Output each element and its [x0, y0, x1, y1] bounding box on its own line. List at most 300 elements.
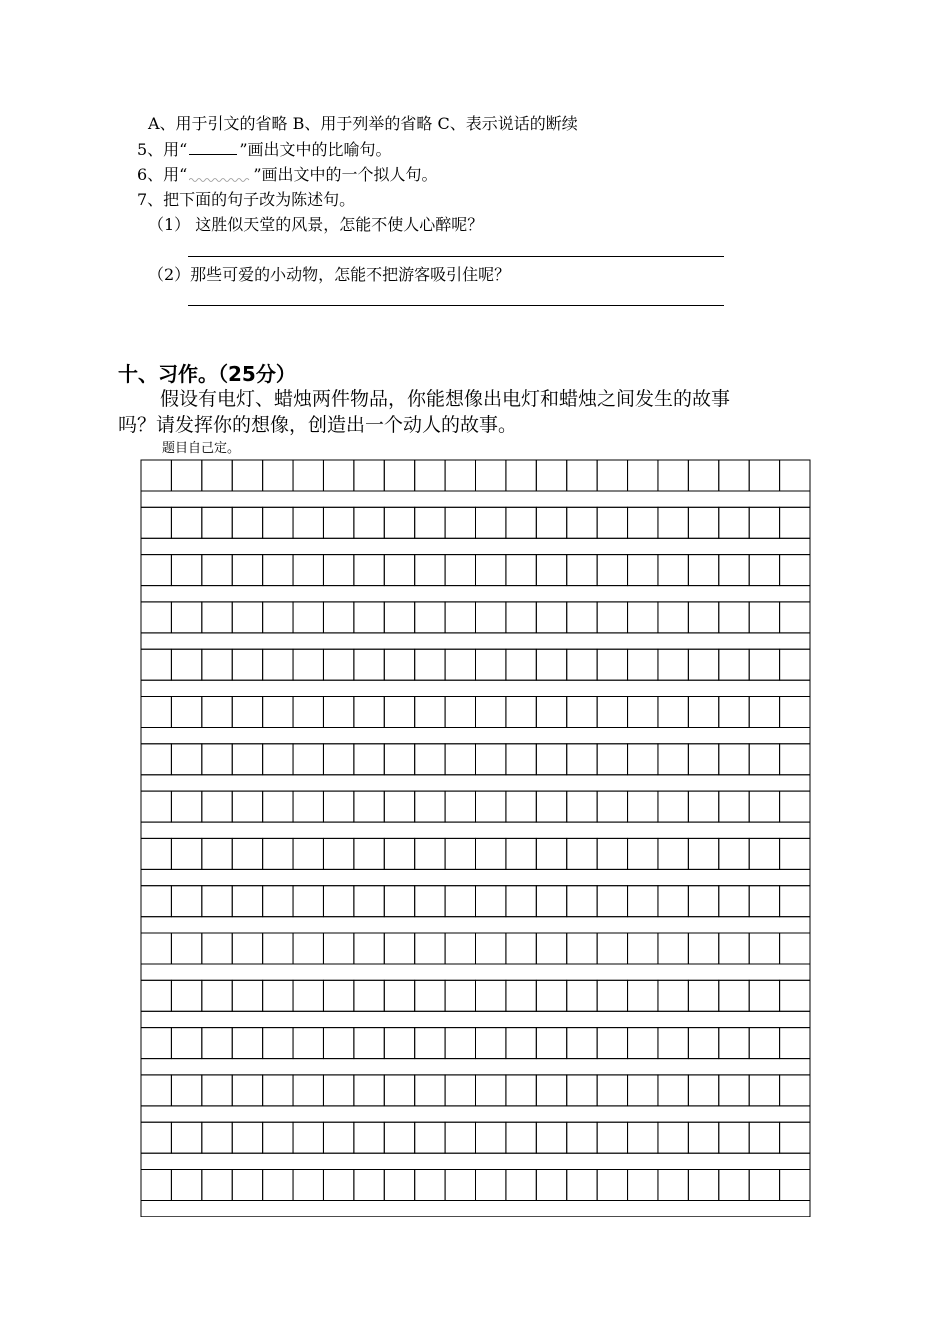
grid-cell[interactable] — [141, 697, 171, 728]
grid-cell[interactable] — [354, 649, 384, 680]
grid-cell[interactable] — [415, 1028, 445, 1059]
grid-cell[interactable] — [445, 507, 475, 538]
grid-cell[interactable] — [506, 744, 536, 775]
grid-cell[interactable] — [780, 933, 810, 964]
grid-row[interactable] — [141, 838, 810, 885]
grid-cell[interactable] — [384, 1122, 414, 1153]
grid-cell[interactable] — [749, 507, 779, 538]
grid-cell[interactable] — [141, 649, 171, 680]
composition-grid[interactable] — [140, 459, 811, 1217]
grid-cell[interactable] — [536, 507, 566, 538]
grid-cell[interactable] — [232, 791, 262, 822]
grid-cell[interactable] — [506, 555, 536, 586]
grid-cell[interactable] — [749, 649, 779, 680]
grid-cell[interactable] — [506, 933, 536, 964]
grid-cell[interactable] — [476, 838, 506, 869]
grid-cell[interactable] — [293, 1028, 323, 1059]
grid-cell[interactable] — [171, 649, 201, 680]
grid-cell[interactable] — [628, 602, 658, 633]
grid-cell[interactable] — [141, 1028, 171, 1059]
grid-cell[interactable] — [749, 886, 779, 917]
grid-cell[interactable] — [323, 980, 353, 1011]
grid-cell[interactable] — [688, 555, 718, 586]
grid-cell[interactable] — [263, 886, 293, 917]
grid-cell[interactable] — [445, 1075, 475, 1106]
grid-cell[interactable] — [354, 602, 384, 633]
grid-cell[interactable] — [506, 460, 536, 491]
grid-cell[interactable] — [171, 555, 201, 586]
grid-cell[interactable] — [202, 697, 232, 728]
grid-row[interactable] — [141, 791, 810, 838]
grid-cell[interactable] — [232, 838, 262, 869]
grid-cell[interactable] — [445, 555, 475, 586]
grid-cell[interactable] — [415, 1170, 445, 1201]
grid-cell[interactable] — [354, 933, 384, 964]
grid-cell[interactable] — [384, 791, 414, 822]
grid-cell[interactable] — [354, 980, 384, 1011]
grid-cell[interactable] — [263, 1122, 293, 1153]
grid-cell[interactable] — [719, 1028, 749, 1059]
grid-cell[interactable] — [445, 697, 475, 728]
grid-cell[interactable] — [354, 1122, 384, 1153]
grid-cell[interactable] — [445, 460, 475, 491]
grid-cell[interactable] — [171, 980, 201, 1011]
grid-cell[interactable] — [536, 649, 566, 680]
grid-cell[interactable] — [171, 744, 201, 775]
grid-row[interactable] — [141, 886, 810, 933]
grid-row[interactable] — [141, 602, 810, 649]
grid-cell[interactable] — [415, 555, 445, 586]
grid-cell[interactable] — [293, 886, 323, 917]
grid-cell[interactable] — [263, 744, 293, 775]
grid-cell[interactable] — [384, 838, 414, 869]
grid-cell[interactable] — [536, 555, 566, 586]
grid-cell[interactable] — [202, 886, 232, 917]
grid-cell[interactable] — [354, 886, 384, 917]
grid-cell[interactable] — [141, 602, 171, 633]
grid-cell[interactable] — [476, 649, 506, 680]
grid-cell[interactable] — [232, 980, 262, 1011]
grid-cell[interactable] — [567, 697, 597, 728]
grid-cell[interactable] — [476, 791, 506, 822]
grid-cell[interactable] — [232, 744, 262, 775]
grid-cell[interactable] — [749, 602, 779, 633]
grid-cell[interactable] — [506, 838, 536, 869]
grid-cell[interactable] — [141, 791, 171, 822]
grid-cell[interactable] — [658, 1122, 688, 1153]
grid-cell[interactable] — [688, 507, 718, 538]
grid-cell[interactable] — [171, 602, 201, 633]
grid-cell[interactable] — [780, 1075, 810, 1106]
grid-cell[interactable] — [719, 1075, 749, 1106]
grid-cell[interactable] — [232, 649, 262, 680]
grid-cell[interactable] — [780, 1028, 810, 1059]
grid-cell[interactable] — [293, 838, 323, 869]
grid-cell[interactable] — [476, 886, 506, 917]
grid-cell[interactable] — [567, 1075, 597, 1106]
grid-cell[interactable] — [171, 933, 201, 964]
grid-cell[interactable] — [567, 744, 597, 775]
grid-cell[interactable] — [536, 980, 566, 1011]
grid-cell[interactable] — [597, 980, 627, 1011]
grid-cell[interactable] — [567, 1028, 597, 1059]
grid-cell[interactable] — [232, 697, 262, 728]
grid-cell[interactable] — [719, 933, 749, 964]
grid-cell[interactable] — [415, 791, 445, 822]
grid-cell[interactable] — [749, 1170, 779, 1201]
grid-cell[interactable] — [354, 838, 384, 869]
grid-cell[interactable] — [567, 791, 597, 822]
grid-cell[interactable] — [658, 602, 688, 633]
grid-cell[interactable] — [384, 933, 414, 964]
grid-cell[interactable] — [354, 791, 384, 822]
grid-cell[interactable] — [445, 1028, 475, 1059]
grid-cell[interactable] — [202, 1170, 232, 1201]
grid-cell[interactable] — [445, 1170, 475, 1201]
grid-cell[interactable] — [232, 1028, 262, 1059]
grid-cell[interactable] — [536, 1122, 566, 1153]
grid-cell[interactable] — [476, 1122, 506, 1153]
grid-cell[interactable] — [536, 744, 566, 775]
grid-cell[interactable] — [354, 744, 384, 775]
grid-cell[interactable] — [171, 791, 201, 822]
grid-cell[interactable] — [567, 460, 597, 491]
grid-cell[interactable] — [415, 838, 445, 869]
grid-cell[interactable] — [536, 602, 566, 633]
grid-cell[interactable] — [567, 1170, 597, 1201]
grid-cell[interactable] — [323, 838, 353, 869]
grid-cell[interactable] — [354, 1170, 384, 1201]
grid-cell[interactable] — [780, 602, 810, 633]
grid-cell[interactable] — [628, 649, 658, 680]
grid-cell[interactable] — [506, 980, 536, 1011]
grid-cell[interactable] — [415, 933, 445, 964]
grid-cell[interactable] — [232, 555, 262, 586]
grid-cell[interactable] — [293, 933, 323, 964]
grid-cell[interactable] — [597, 886, 627, 917]
grid-cell[interactable] — [202, 838, 232, 869]
grid-cell[interactable] — [171, 838, 201, 869]
grid-cell[interactable] — [384, 555, 414, 586]
grid-cell[interactable] — [688, 1028, 718, 1059]
grid-cell[interactable] — [658, 886, 688, 917]
grid-cell[interactable] — [688, 697, 718, 728]
grid-cell[interactable] — [232, 1170, 262, 1201]
grid-cell[interactable] — [719, 1122, 749, 1153]
grid-cell[interactable] — [628, 697, 658, 728]
grid-cell[interactable] — [415, 507, 445, 538]
grid-cell[interactable] — [202, 507, 232, 538]
grid-cell[interactable] — [567, 980, 597, 1011]
grid-cell[interactable] — [719, 1170, 749, 1201]
grid-cell[interactable] — [719, 744, 749, 775]
grid-cell[interactable] — [780, 1170, 810, 1201]
grid-cell[interactable] — [384, 1075, 414, 1106]
grid-cell[interactable] — [628, 555, 658, 586]
grid-cell[interactable] — [141, 460, 171, 491]
grid-cell[interactable] — [536, 1075, 566, 1106]
grid-cell[interactable] — [384, 697, 414, 728]
grid-cell[interactable] — [171, 507, 201, 538]
grid-cell[interactable] — [567, 507, 597, 538]
grid-cell[interactable] — [780, 838, 810, 869]
grid-cell[interactable] — [354, 460, 384, 491]
grid-cell[interactable] — [293, 1075, 323, 1106]
grid-cell[interactable] — [506, 1075, 536, 1106]
grid-cell[interactable] — [506, 791, 536, 822]
grid-cell[interactable] — [567, 1122, 597, 1153]
grid-cell[interactable] — [780, 791, 810, 822]
grid-cell[interactable] — [658, 697, 688, 728]
grid-cell[interactable] — [415, 886, 445, 917]
grid-cell[interactable] — [141, 1122, 171, 1153]
grid-cell[interactable] — [658, 649, 688, 680]
grid-cell[interactable] — [476, 507, 506, 538]
grid-cell[interactable] — [263, 555, 293, 586]
grid-cell[interactable] — [476, 1170, 506, 1201]
grid-cell[interactable] — [476, 602, 506, 633]
grid-cell[interactable] — [171, 1075, 201, 1106]
grid-cell[interactable] — [719, 460, 749, 491]
grid-cell[interactable] — [171, 1028, 201, 1059]
grid-cell[interactable] — [749, 1028, 779, 1059]
grid-cell[interactable] — [749, 1122, 779, 1153]
grid-cell[interactable] — [293, 980, 323, 1011]
grid-cell[interactable] — [202, 1028, 232, 1059]
grid-cell[interactable] — [658, 507, 688, 538]
grid-cell[interactable] — [658, 838, 688, 869]
grid-cell[interactable] — [354, 697, 384, 728]
grid-cell[interactable] — [749, 980, 779, 1011]
grid-cell[interactable] — [719, 697, 749, 728]
grid-cell[interactable] — [263, 980, 293, 1011]
grid-cell[interactable] — [597, 933, 627, 964]
grid-cell[interactable] — [141, 507, 171, 538]
grid-cell[interactable] — [202, 602, 232, 633]
grid-cell[interactable] — [749, 697, 779, 728]
grid-cell[interactable] — [415, 697, 445, 728]
grid-cell[interactable] — [597, 1170, 627, 1201]
grid-cell[interactable] — [141, 1170, 171, 1201]
grid-row[interactable] — [141, 1075, 810, 1122]
grid-cell[interactable] — [567, 649, 597, 680]
grid-cell[interactable] — [232, 460, 262, 491]
grid-cell[interactable] — [628, 1170, 658, 1201]
grid-cell[interactable] — [445, 980, 475, 1011]
grid-cell[interactable] — [628, 980, 658, 1011]
grid-cell[interactable] — [171, 1170, 201, 1201]
grid-cell[interactable] — [688, 933, 718, 964]
grid-cell[interactable] — [536, 1170, 566, 1201]
grid-cell[interactable] — [415, 1122, 445, 1153]
grid-cell[interactable] — [719, 507, 749, 538]
grid-cell[interactable] — [780, 980, 810, 1011]
grid-cell[interactable] — [749, 838, 779, 869]
grid-cell[interactable] — [384, 602, 414, 633]
grid-cell[interactable] — [597, 838, 627, 869]
grid-cell[interactable] — [597, 1075, 627, 1106]
grid-cell[interactable] — [415, 744, 445, 775]
grid-cell[interactable] — [719, 555, 749, 586]
grid-cell[interactable] — [141, 1075, 171, 1106]
grid-cell[interactable] — [445, 649, 475, 680]
grid-cell[interactable] — [445, 886, 475, 917]
grid-cell[interactable] — [323, 507, 353, 538]
grid-cell[interactable] — [293, 602, 323, 633]
grid-row[interactable] — [141, 555, 810, 602]
grid-cell[interactable] — [171, 460, 201, 491]
grid-cell[interactable] — [780, 507, 810, 538]
grid-row[interactable] — [141, 649, 810, 696]
grid-cell[interactable] — [323, 649, 353, 680]
grid-row[interactable] — [141, 744, 810, 791]
grid-cell[interactable] — [415, 1075, 445, 1106]
grid-cell[interactable] — [445, 791, 475, 822]
grid-cell[interactable] — [780, 555, 810, 586]
grid-cell[interactable] — [476, 697, 506, 728]
grid-cell[interactable] — [506, 697, 536, 728]
grid-cell[interactable] — [415, 649, 445, 680]
grid-cell[interactable] — [171, 697, 201, 728]
grid-cell[interactable] — [597, 602, 627, 633]
grid-cell[interactable] — [506, 1170, 536, 1201]
grid-cell[interactable] — [141, 933, 171, 964]
grid-cell[interactable] — [749, 1075, 779, 1106]
grid-cell[interactable] — [323, 791, 353, 822]
grid-cell[interactable] — [384, 649, 414, 680]
grid-cell[interactable] — [445, 744, 475, 775]
grid-cell[interactable] — [597, 791, 627, 822]
grid-cell[interactable] — [141, 886, 171, 917]
grid-cell[interactable] — [628, 1122, 658, 1153]
grid-cell[interactable] — [323, 555, 353, 586]
grid-cell[interactable] — [293, 555, 323, 586]
grid-cell[interactable] — [384, 460, 414, 491]
grid-cell[interactable] — [597, 1122, 627, 1153]
grid-cell[interactable] — [658, 980, 688, 1011]
grid-cell[interactable] — [688, 1170, 718, 1201]
grid-cell[interactable] — [384, 1170, 414, 1201]
grid-cell[interactable] — [688, 1122, 718, 1153]
grid-cell[interactable] — [719, 602, 749, 633]
grid-cell[interactable] — [354, 1028, 384, 1059]
grid-cell[interactable] — [263, 460, 293, 491]
grid-cell[interactable] — [232, 1122, 262, 1153]
grid-cell[interactable] — [354, 1075, 384, 1106]
grid-cell[interactable] — [506, 1028, 536, 1059]
grid-cell[interactable] — [263, 507, 293, 538]
grid-cell[interactable] — [597, 1028, 627, 1059]
grid-row[interactable] — [141, 697, 810, 744]
grid-cell[interactable] — [567, 602, 597, 633]
grid-cell[interactable] — [536, 460, 566, 491]
grid-cell[interactable] — [597, 507, 627, 538]
grid-row[interactable] — [141, 1170, 810, 1217]
grid-cell[interactable] — [232, 886, 262, 917]
grid-cell[interactable] — [323, 886, 353, 917]
grid-cell[interactable] — [628, 1075, 658, 1106]
grid-row[interactable] — [141, 980, 810, 1027]
grid-cell[interactable] — [323, 744, 353, 775]
grid-cell[interactable] — [171, 1122, 201, 1153]
grid-cell[interactable] — [780, 1122, 810, 1153]
grid-cell[interactable] — [476, 460, 506, 491]
grid-cell[interactable] — [719, 886, 749, 917]
grid-cell[interactable] — [384, 744, 414, 775]
grid-cell[interactable] — [628, 886, 658, 917]
grid-cell[interactable] — [293, 697, 323, 728]
grid-cell[interactable] — [445, 602, 475, 633]
grid-cell[interactable] — [688, 791, 718, 822]
grid-cell[interactable] — [202, 980, 232, 1011]
grid-cell[interactable] — [323, 1122, 353, 1153]
grid-cell[interactable] — [688, 602, 718, 633]
grid-cell[interactable] — [658, 555, 688, 586]
grid-cell[interactable] — [384, 886, 414, 917]
grid-cell[interactable] — [141, 980, 171, 1011]
grid-cell[interactable] — [476, 1028, 506, 1059]
grid-cell[interactable] — [202, 1122, 232, 1153]
grid-cell[interactable] — [567, 838, 597, 869]
grid-cell[interactable] — [567, 933, 597, 964]
grid-cell[interactable] — [688, 744, 718, 775]
grid-cell[interactable] — [141, 744, 171, 775]
grid-cell[interactable] — [628, 1028, 658, 1059]
grid-cell[interactable] — [780, 649, 810, 680]
grid-cell[interactable] — [536, 838, 566, 869]
grid-cell[interactable] — [293, 460, 323, 491]
grid-cell[interactable] — [688, 838, 718, 869]
grid-cell[interactable] — [780, 886, 810, 917]
grid-cell[interactable] — [476, 555, 506, 586]
grid-cell[interactable] — [293, 1170, 323, 1201]
grid-cell[interactable] — [658, 1028, 688, 1059]
grid-cell[interactable] — [354, 555, 384, 586]
grid-cell[interactable] — [719, 980, 749, 1011]
grid-cell[interactable] — [658, 1075, 688, 1106]
grid-cell[interactable] — [323, 1028, 353, 1059]
grid-cell[interactable] — [232, 933, 262, 964]
grid-cell[interactable] — [719, 791, 749, 822]
grid-cell[interactable] — [202, 555, 232, 586]
grid-cell[interactable] — [323, 933, 353, 964]
grid-cell[interactable] — [688, 1075, 718, 1106]
grid-cell[interactable] — [323, 697, 353, 728]
grid-cell[interactable] — [597, 460, 627, 491]
grid-cell[interactable] — [202, 791, 232, 822]
grid-cell[interactable] — [536, 1028, 566, 1059]
grid-cell[interactable] — [445, 933, 475, 964]
grid-cell[interactable] — [688, 649, 718, 680]
grid-cell[interactable] — [323, 460, 353, 491]
grid-cell[interactable] — [536, 697, 566, 728]
grid-cell[interactable] — [597, 744, 627, 775]
grid-cell[interactable] — [323, 1170, 353, 1201]
grid-cell[interactable] — [263, 838, 293, 869]
grid-cell[interactable] — [658, 744, 688, 775]
grid-cell[interactable] — [445, 1122, 475, 1153]
grid-cell[interactable] — [323, 602, 353, 633]
grid-cell[interactable] — [688, 886, 718, 917]
grid-cell[interactable] — [476, 980, 506, 1011]
grid-cell[interactable] — [780, 744, 810, 775]
grid-cell[interactable] — [688, 460, 718, 491]
grid-cell[interactable] — [476, 744, 506, 775]
grid-cell[interactable] — [263, 791, 293, 822]
grid-cell[interactable] — [628, 933, 658, 964]
grid-cell[interactable] — [171, 886, 201, 917]
grid-cell[interactable] — [628, 460, 658, 491]
